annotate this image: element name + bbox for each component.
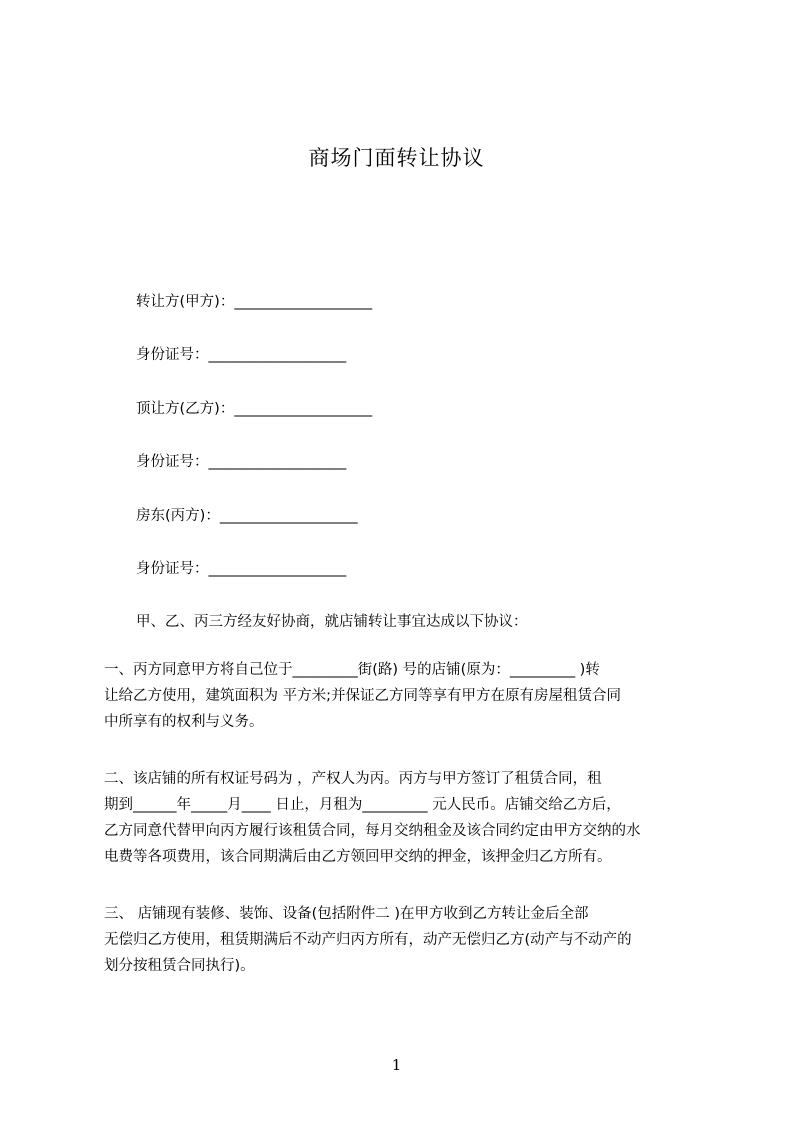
- document-title: 商场门面转让协议: [308, 146, 485, 170]
- transferor-field: 转让方(甲方)：___________________: [136, 294, 373, 310]
- clause-2-line: 二、该店铺的所有权证号码为 ，产权人为丙。丙方与甲方签订了租赁合同，租: [104, 771, 602, 787]
- clause-3: [104, 901, 699, 979]
- clause-1-line: 让给乙方使用，建筑面积为 平方米;并保证乙方同等享有甲方在原有房屋租赁合同: [104, 688, 621, 704]
- transferee-id-field: 身份证号：___________________: [136, 454, 347, 470]
- clause-3-line: 划分按租赁合同执行)。: [104, 958, 255, 974]
- clause-1-line: 一、丙方同意甲方将自己位于_________街(路) 号的店铺(原为：_________ )转: [104, 662, 600, 678]
- landlord-field: 房东(丙方)：___________________: [136, 508, 358, 524]
- page-number: 1: [391, 1056, 402, 1074]
- clause-3-line: 无偿归乙方使用，租赁期满后不动产归丙方所有，动产无偿归乙方(动产与不动产的: [104, 932, 632, 948]
- agreement-intro: 甲、乙、丙三方经友好协商，就店铺转让事宜达成以下协议：: [136, 614, 528, 630]
- transferor-id-field: 身份证号：___________________: [136, 347, 347, 363]
- landlord-id-field: 身份证号：___________________: [136, 561, 347, 577]
- clause-2-line: 电费等各项费用，该合同期满后由乙方领回甲交纳的押金，该押金归乙方所有。: [104, 849, 612, 865]
- clause-2: [104, 766, 699, 870]
- clause-2-line: 乙方同意代替甲向丙方履行该租赁合同，每月交纳租金及该合同约定由甲方交纳的水: [104, 823, 641, 839]
- transferee-field: 顶让方(乙方)：___________________: [136, 401, 373, 417]
- clause-2-line: 期到______年_____月____ 日止，月租为_________ 元人民币。店铺交给乙方后，: [104, 797, 621, 813]
- clause-1-line: 中所享有的权利与义务。: [104, 714, 264, 730]
- clause-3-line: 三、 店铺现有装修、装饰、设备(包括附件二 )在甲方收到乙方转让金后全部: [104, 906, 589, 922]
- clause-1: [104, 657, 699, 735]
